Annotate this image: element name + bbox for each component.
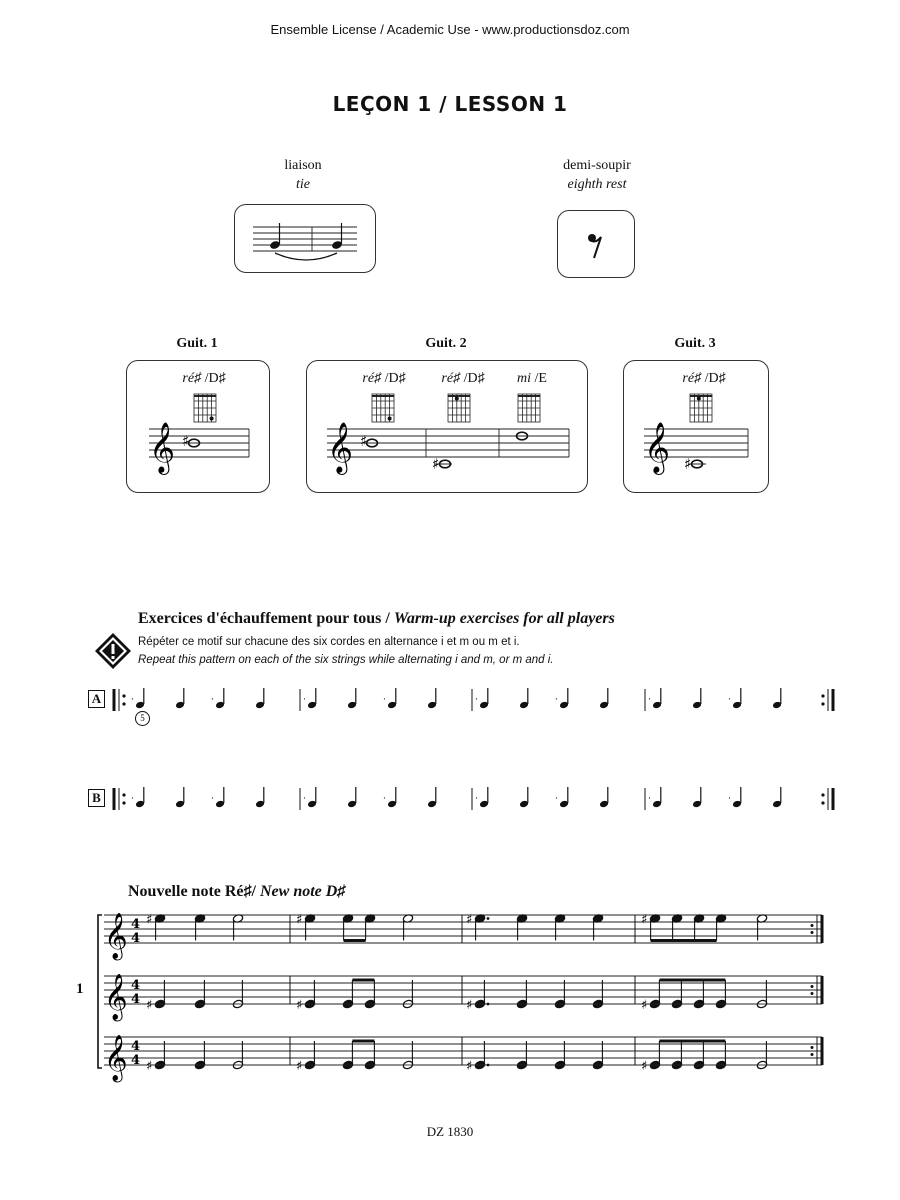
fingering-dot: · [131,794,134,804]
new-note-title-fr: Nouvelle note Ré♯/ [128,883,260,900]
system-number: 1 [76,981,84,997]
fingering-dot: · [131,695,134,705]
string-number-badge: 5 [135,711,150,726]
chord-diagram-icon [448,394,470,422]
chord-note: ré♯ [362,371,382,386]
repeat-dot [122,801,125,804]
warning-icon [94,632,132,670]
time-sig-bottom: 4 [131,992,141,1007]
sharp-icon: ♯ [641,912,648,928]
guit1-box [126,360,270,493]
fingering-dot: · [383,794,386,804]
guit2-box [306,360,588,493]
fingering-dot: · [475,695,478,705]
time-sig-top: 4 [131,917,141,932]
repeat-dot [122,694,125,697]
fingering-dot: · [211,695,214,705]
rhythm-line-b [110,779,840,819]
warmup-title-en: Warm-up exercises for all players [393,610,615,627]
guit3-title: Guit. 3 [674,336,716,351]
treble-clef-icon: 𝄞 [104,1035,128,1081]
repeat-dot [811,1046,814,1049]
eighth-rest-label [537,156,657,194]
sharp-icon: ♯ [182,432,190,450]
instruction-fr: Répéter ce motif sur chacune des six cordes en alternance i et m ou m et i. [138,636,520,648]
fingering-dot: · [475,794,478,804]
repeat-dot [811,924,814,927]
sharp-icon: ♯ [641,1059,648,1074]
chord-diagram-icon [690,394,712,422]
exercise-a-label: A [88,690,105,708]
staff-guitar-1 [104,913,822,962]
footer-code: DZ 1830 [426,1124,474,1139]
chord-note-en: /D♯ [381,371,406,386]
chord-note-en: /D♯ [460,371,485,386]
treble-clef-icon: 𝄞 [149,422,176,473]
fingering-dot: · [728,794,731,804]
sharp-icon: ♯ [146,1059,153,1074]
guit3-box [623,360,769,493]
sharp-icon: ♯ [146,912,153,928]
repeat-dot [122,793,125,796]
treble-clef-icon: 𝄞 [104,974,128,1020]
repeat-dot [811,985,814,988]
guit2-title: Guit. 2 [425,336,467,351]
fingering-dot: · [555,695,558,705]
fingering-dot: · [648,794,651,804]
fingering-dot: · [303,794,306,804]
new-note-title [128,883,345,901]
repeat-dot [821,694,824,697]
sharp-icon: ♯ [641,998,648,1013]
sharp-icon: ♯ [466,1059,473,1074]
sharp-icon: ♯ [466,912,473,928]
guit2-notation [307,361,587,492]
staff-guitar-2 [104,974,822,1022]
tie-label [243,156,363,194]
fingering-dot: · [211,794,214,804]
sharp-icon: ♯ [296,998,303,1013]
chord-note: mi [517,371,532,386]
eighth-rest-label-en: eighth rest [567,177,627,192]
instruction-en: Repeat this pattern on each of the six strings while alternating i and m, or m and i. [138,654,554,666]
sharp-icon: ♯ [684,455,692,473]
exercise-b-label: B [88,789,105,807]
repeat-dot [811,1053,814,1056]
chord-note: ré♯ [682,371,702,386]
tie-notation-icon [235,205,375,272]
repeat-dot [821,801,824,804]
dot [487,917,490,920]
treble-clef-icon: 𝄞 [327,422,354,473]
fingering-dot: · [728,695,731,705]
chord-note: ré♯ [441,371,461,386]
staff-guitar-3 [104,1035,822,1083]
lesson-title: LEÇON 1 / LESSON 1 [332,92,568,116]
dot [487,1003,490,1006]
score-system [90,905,835,1085]
warmup-title [138,610,615,628]
time-sig-top: 4 [131,1039,141,1054]
repeat-dot [821,702,824,705]
tie-label-fr: liaison [284,158,322,173]
treble-clef-icon: 𝄞 [644,422,671,473]
chord-diagram-icon [518,394,540,422]
chord-note-en: /E [531,371,547,386]
sharp-icon: ♯ [466,998,473,1013]
sharp-icon: ♯ [360,432,368,450]
fingering-dot: · [383,695,386,705]
guit3-notation [624,361,768,492]
time-sig-bottom: 4 [131,931,141,946]
fingering-dot: · [303,695,306,705]
license-notice: Ensemble License / Academic Use - www.productionsdoz.com [270,22,630,37]
chord-note: ré♯ [182,371,202,386]
guit1-title: Guit. 1 [176,336,218,351]
eighth-rest-label-fr: demi-soupir [563,158,631,173]
sharp-icon: ♯ [432,455,440,473]
rhythm-line-a [110,680,840,720]
dot [487,1064,490,1067]
time-sig-top: 4 [131,978,141,993]
repeat-dot [811,992,814,995]
warmup-title-fr: Exercices d'échauffement pour tous / [138,610,394,627]
treble-clef-icon: 𝄞 [104,913,128,959]
repeat-dot [821,793,824,796]
sharp-icon: ♯ [146,998,153,1013]
repeat-dot [811,931,814,934]
tie-example-box [234,204,376,273]
chord-note-en: /D♯ [701,371,726,386]
guit1-notation [127,361,269,492]
fingering-dot: · [648,695,651,705]
sharp-icon: ♯ [296,912,303,928]
time-sig-bottom: 4 [131,1053,141,1068]
sharp-icon: ♯ [296,1059,303,1074]
fingering-dot: · [555,794,558,804]
new-note-title-en: New note D♯ [259,883,346,900]
eighth-rest-icon [558,211,634,277]
chord-note-en: /D♯ [201,371,226,386]
eighth-rest-box [557,210,635,278]
repeat-dot [122,702,125,705]
tie-label-en: tie [296,177,310,192]
